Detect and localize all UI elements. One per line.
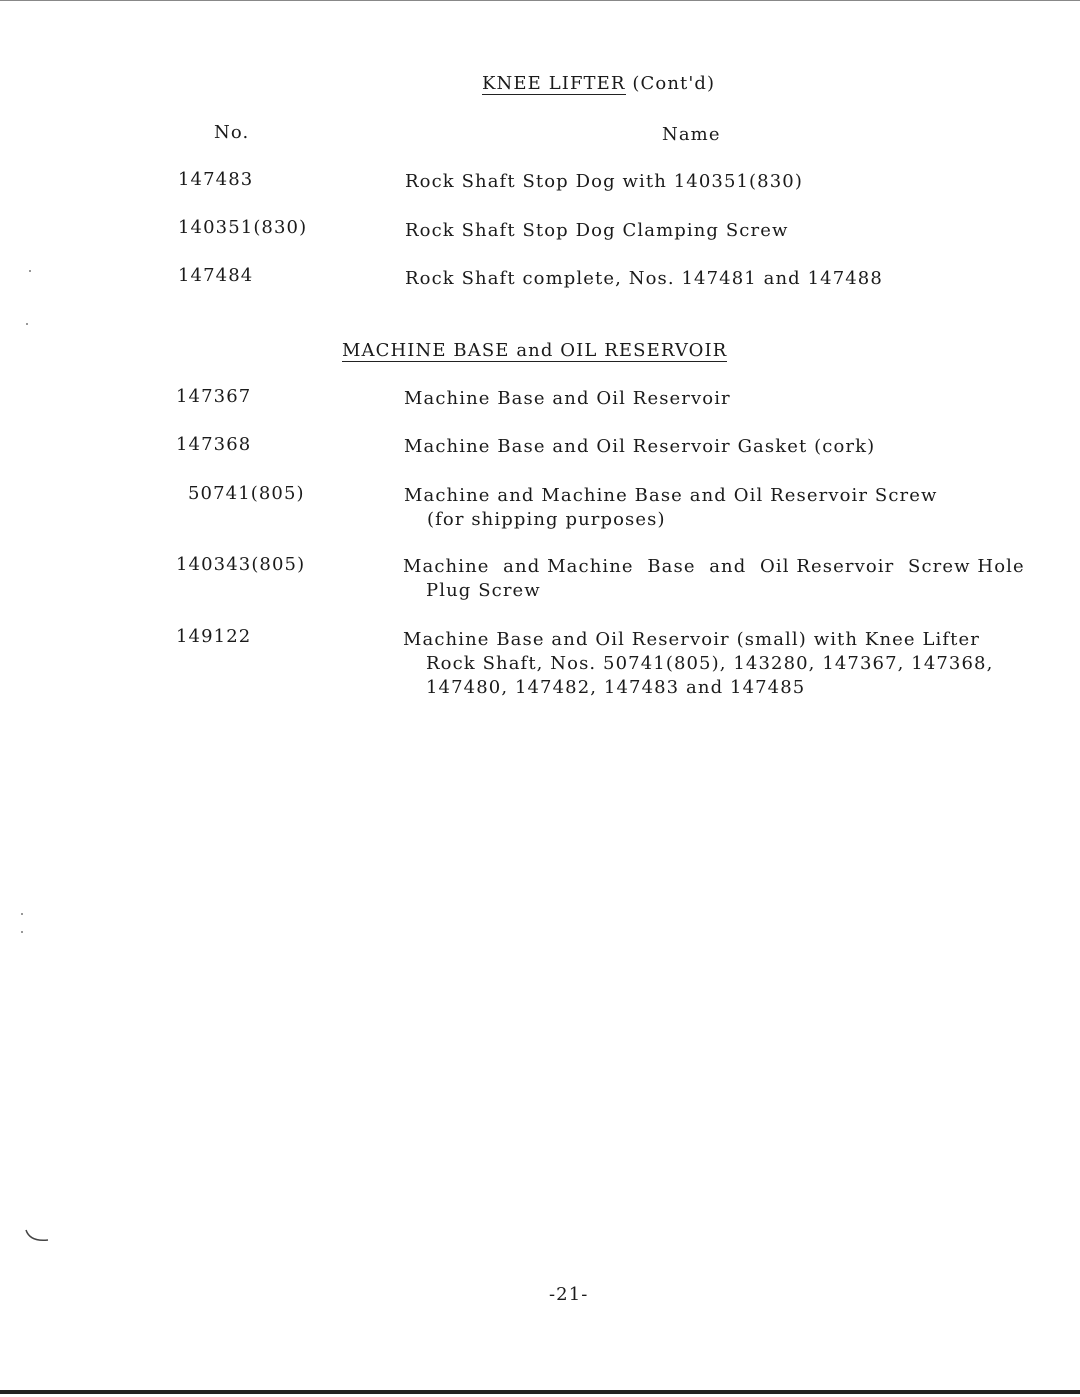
part-name	[404, 435, 875, 459]
bottom-border	[0, 1390, 1080, 1394]
section-heading-machine-base	[342, 339, 727, 362]
part-name	[403, 628, 993, 700]
part-number: 147367	[176, 386, 252, 407]
section-title-suffix: (Cont'd)	[625, 73, 716, 94]
part-name-line: Plug Screw	[426, 580, 541, 601]
part-name-line: Rock Shaft, Nos. 50741(805), 143280, 147367, 147368,	[426, 653, 994, 674]
part-number: 140351(830)	[178, 217, 308, 238]
section-title: MACHINE BASE and OIL RESERVOIR	[342, 340, 728, 361]
part-number: 147368	[176, 434, 252, 455]
page-number: -21-	[549, 1284, 589, 1305]
section-heading-knee-lifter	[482, 72, 715, 95]
scan-speck	[29, 270, 31, 272]
part-name	[404, 484, 937, 532]
part-name-line: Machine Base and Oil Reservoir (small) with Knee Lifter	[403, 629, 980, 650]
scan-speck	[21, 931, 23, 933]
part-name-line: Machine and Machine Base and Oil Reservoir Screw Hole	[403, 556, 1025, 577]
part-name: Rock Shaft Stop Dog Clamping Screw	[405, 220, 789, 241]
part-number: 147484	[178, 265, 254, 286]
part-name-line: Machine Base and Oil Reservoir	[404, 388, 731, 409]
scan-speck	[26, 323, 28, 325]
part-number: 140343(805)	[176, 554, 306, 575]
column-header-no: No.	[214, 122, 250, 143]
part-name-line: (for shipping purposes)	[427, 509, 666, 530]
part-number: 50741(805)	[188, 483, 305, 504]
part-name-line: Machine Base and Oil Reservoir Gasket (cork)	[404, 436, 876, 457]
part-name-line: 147480, 147482, 147483 and 147485	[426, 677, 806, 698]
part-number: 149122	[176, 626, 252, 647]
part-name: Rock Shaft Stop Dog with 140351(830)	[405, 171, 803, 192]
part-name	[403, 555, 1025, 603]
top-border	[0, 0, 1080, 1]
section-title: KNEE LIFTER	[482, 73, 626, 94]
part-name-line: Machine and Machine Base and Oil Reservoir Screw	[404, 485, 938, 506]
scan-mark	[24, 1228, 52, 1246]
part-name	[404, 387, 731, 411]
part-number: 147483	[178, 169, 254, 190]
scan-speck	[21, 913, 23, 915]
part-name: Rock Shaft complete, Nos. 147481 and 147488	[405, 268, 883, 289]
column-header-name: Name	[662, 124, 721, 145]
